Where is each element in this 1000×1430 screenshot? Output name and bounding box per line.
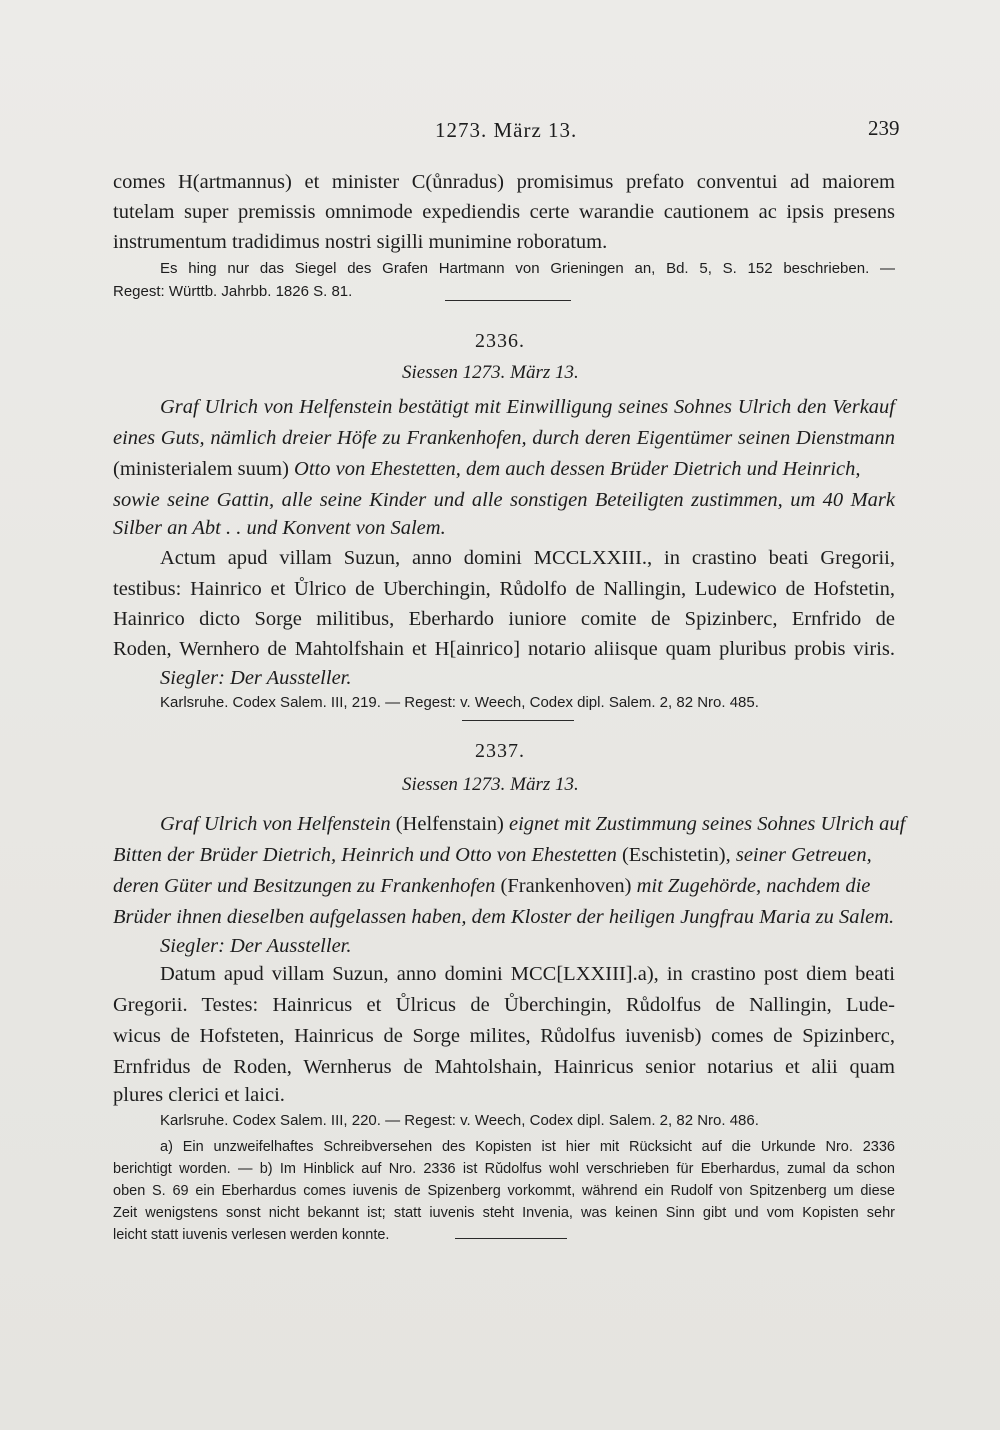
sealer-line: Siegler: Der Aussteller.: [160, 667, 352, 689]
summary-line: Silber an Abt . . und Konvent von Salem.: [113, 517, 446, 539]
body-line: Gregorii. Testes: Hainricus et Ůlricus de Ůberchingin, Růdolfus de Nallingin, Lude-: [113, 994, 895, 1016]
separator-rule: [462, 720, 574, 721]
footnote-line: Zeit wenigstens sonst nicht bekannt ist; statt iuvenis steht Invenia, was keinen Sinn gibt und vom Kopisten sehr: [113, 1205, 895, 1221]
place-date: Siessen 1273. März 13.: [402, 362, 579, 383]
place-date: Siessen 1273. März 13.: [402, 774, 579, 795]
note-line: Es hing nur das Siegel des Grafen Hartmann von Grieningen an, Bd. 5, S. 152 beschrieben. —: [160, 260, 895, 277]
summary-line: Graf Ulrich von Helfenstein bestätigt mit Einwilligung seines Sohnes Ulrich den Verkauf: [160, 396, 895, 418]
body-line: Datum apud villam Suzun, anno domini MCC[LXXIII].a), in crastino post diem beati: [160, 963, 895, 985]
footnote-line: oben S. 69 ein Eberhardus comes iuvenis de Spizenberg vorkommt, während ein Rudolf von Spitzenberg um diese: [113, 1183, 895, 1199]
summary-line: deren Güter und Besitzungen zu Frankenhofen (Frankenhoven) mit Zugehörde, nachdem die: [113, 875, 871, 897]
source-line: Karlsruhe. Codex Salem. III, 219. — Regest: v. Weech, Codex dipl. Salem. 2, 82 Nro. 485.: [160, 694, 759, 711]
source-line: Karlsruhe. Codex Salem. III, 220. — Regest: v. Weech, Codex dipl. Salem. 2, 82 Nro. 486.: [160, 1112, 759, 1129]
body-line: testibus: Hainrico et Ůlrico de Uberchingin, Růdolfo de Nallingin, Ludewico de Hofstetin,: [113, 578, 895, 600]
document-number: 2337.: [475, 740, 525, 762]
body-line: Roden, Wernhero de Mahtolfshain et H[ainrico] notario aliisque quam pluribus probis viris.: [113, 638, 895, 660]
summary-line: Bitten der Brüder Dietrich, Heinrich und Otto von Ehestetten (Eschistetin), seiner Getreuen,: [113, 844, 872, 866]
footnote-line: berichtigt worden. — b) Im Hinblick auf Nro. 2336 ist Rǔdolfus wohl verschrieben für Eberhardus, zumal da schon: [113, 1161, 895, 1177]
running-head-title: 1273. März 13.: [435, 118, 578, 142]
note-line: Regest: Württb. Jahrbb. 1826 S. 81.: [113, 283, 353, 300]
summary-roman-text: (ministerialem suum): [113, 458, 289, 480]
body-line: wicus de Hofsteten, Hainricus de Sorge milites, Růdolfus iuvenisb) comes de Spizinberc,: [113, 1025, 895, 1047]
body-line: tutelam super premissis omnimode expediendis certe warandie cautionem ac ipsis presens: [113, 201, 895, 223]
summary-line: Brüder ihnen dieselben aufgelassen haben, dem Kloster der heiligen Jungfrau Maria zu Salem.: [113, 906, 895, 928]
document-number: 2336.: [475, 330, 525, 352]
body-line: plures clerici et laici.: [113, 1084, 285, 1106]
body-line: instrumentum tradidimus nostri sigilli munimine roboratum.: [113, 231, 608, 253]
body-line: comes H(artmannus) et minister C(ůnradus) promisimus prefato conventui ad maiorem: [113, 171, 895, 193]
page-number: 239: [868, 116, 900, 140]
summary-line: Graf Ulrich von Helfenstein (Helfenstain) eignet mit Zustimmung seines Sohnes Ulrich auf: [160, 813, 906, 835]
body-line: Actum apud villam Suzun, anno domini MCCLXXIII., in crastino beati Gregorii,: [160, 547, 895, 569]
summary-line: eines Guts, nämlich dreier Höfe zu Frankenhofen, durch deren Eigentümer seinen Dienstmann: [113, 427, 895, 449]
footnote-line: leicht statt iuvenis verlesen werden konnte.: [113, 1227, 390, 1243]
running-head: [0, 118, 1000, 148]
footnote-line: a) Ein unzweifelhaftes Schreibversehen des Kopisten ist hier mit Rücksicht auf die Urkunde Nro. 2336: [160, 1139, 895, 1155]
sealer-line: Siegler: Der Aussteller.: [160, 935, 352, 957]
body-line: Ernfridus de Roden, Wernherus de Mahtolshain, Hainricus senior notarius et alii quam: [113, 1056, 895, 1078]
summary-line: sowie seine Gattin, alle seine Kinder und alle sonstigen Beteiligten zustimmen, um 40 Mark: [113, 489, 895, 511]
separator-rule: [445, 300, 571, 301]
body-line: Hainrico dicto Sorge militibus, Eberhardo iuniore comite de Spizinberc, Ernfrido de: [113, 608, 895, 630]
summary-line: (ministerialem suum) Otto von Ehestetten, dem auch dessen Brüder Dietrich und Heinrich,: [113, 458, 861, 480]
separator-rule: [455, 1238, 567, 1239]
